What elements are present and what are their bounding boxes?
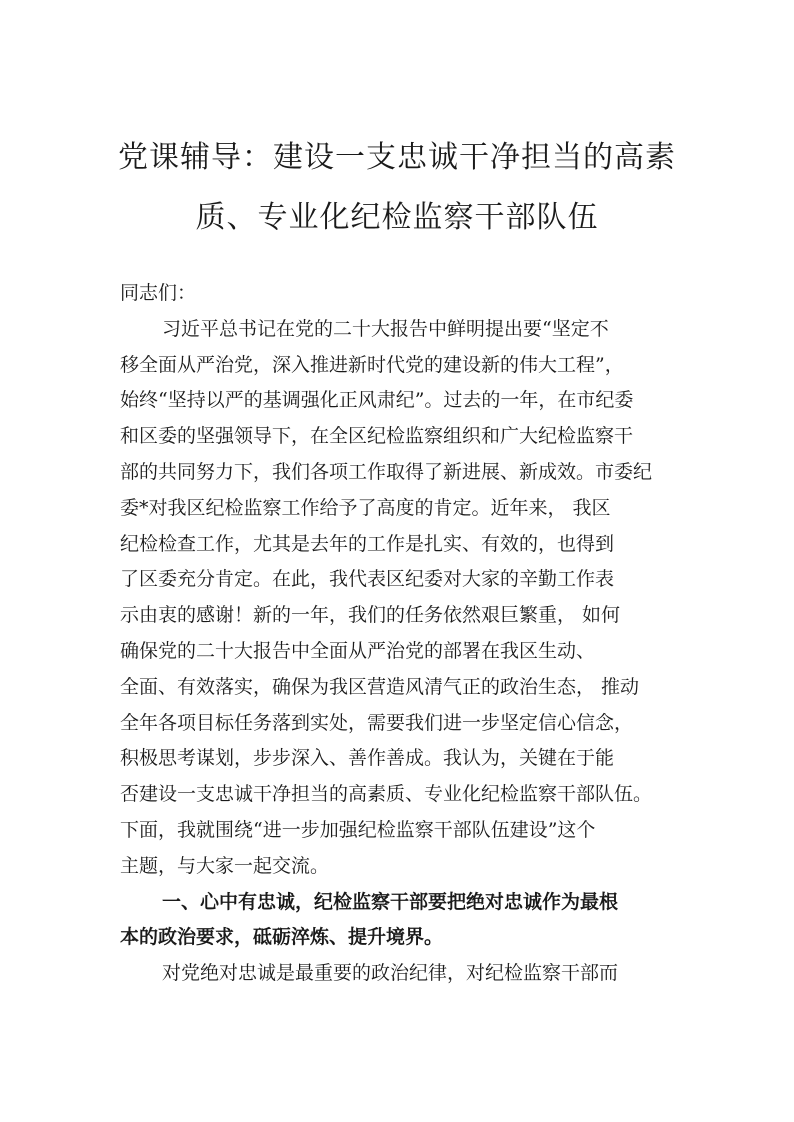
document-body xyxy=(120,276,700,992)
paragraph-line: 移全面从严治党，深入推进新时代党的建设新的伟大工程”， xyxy=(120,353,624,376)
paragraph-line: 部的共同努力下，我们各项工作取得了新进展、新成效。市委纪 xyxy=(120,460,653,483)
paragraph-line: 积极思考谋划，步步深入、善作善成。我认为，关键在于能 xyxy=(120,747,615,770)
paragraph-line: 示由衷的感谢！新的一年，我们的任务依然艰巨繁重， 如何 xyxy=(120,604,621,627)
paragraph-line: 全面、有效落实，确保为我区营造风清气正的政治生态， 推动 xyxy=(120,675,640,698)
paragraph-line: 否建设一支忠诚干净担当的高素质、专业化纪检监察干部队伍。 xyxy=(120,783,653,806)
paragraph-line: 确保党的二十大报告中全面从严治党的部署在我区生动、 xyxy=(120,639,596,662)
salutation: 同志们： xyxy=(120,282,197,304)
paragraph-line: 下面，我就围绕“进一步加强纪检监察干部队伍建设”这个 xyxy=(120,818,596,841)
heading-line: 本的政治要求，砥砺淬炼、提升境界。 xyxy=(120,926,444,949)
paragraph-line: 始终“坚持以严的基调强化正风肃纪”。过去的一年，在市纪委 xyxy=(120,389,634,412)
paragraph-line: 纪检检查工作，尤其是去年的工作是扎实、有效的，也得到 xyxy=(120,532,615,555)
document-title xyxy=(0,128,794,248)
paragraph-line: 和区委的坚强领导下，在全区纪检监察组织和广大纪检监察干 xyxy=(120,425,634,448)
paragraph-line: 主题，与大家一起交流。 xyxy=(120,854,330,877)
title-line-2: 质、专业化纪检监察干部队伍 xyxy=(195,200,599,235)
paragraph-line: 全年各项目标任务落到实处，需要我们进一步坚定信心信念， xyxy=(120,711,634,734)
paragraph-line: 习近平总书记在党的二十大报告中鲜明提出要“坚定不 xyxy=(162,317,609,340)
paragraph-1 xyxy=(120,312,700,885)
paragraph-2 xyxy=(120,956,700,992)
paragraph-line: 对党绝对忠诚是最重要的政治纪律，对纪检监察干部而 xyxy=(162,962,619,985)
heading-line: 一、心中有忠诚，纪检监察干部要把绝对忠诚作为最根 xyxy=(162,890,619,913)
paragraph-line: 了区委充分肯定。在此，我代表区纪委对大家的辛勤工作表 xyxy=(120,568,615,591)
paragraph-line: 委*对我区纪检监察工作给予了高度的肯定。近年来， 我区 xyxy=(120,496,611,519)
section-heading-1 xyxy=(120,885,700,957)
title-line-1: 党课辅导：建设一支忠诚干净担当的高素 xyxy=(118,140,676,175)
